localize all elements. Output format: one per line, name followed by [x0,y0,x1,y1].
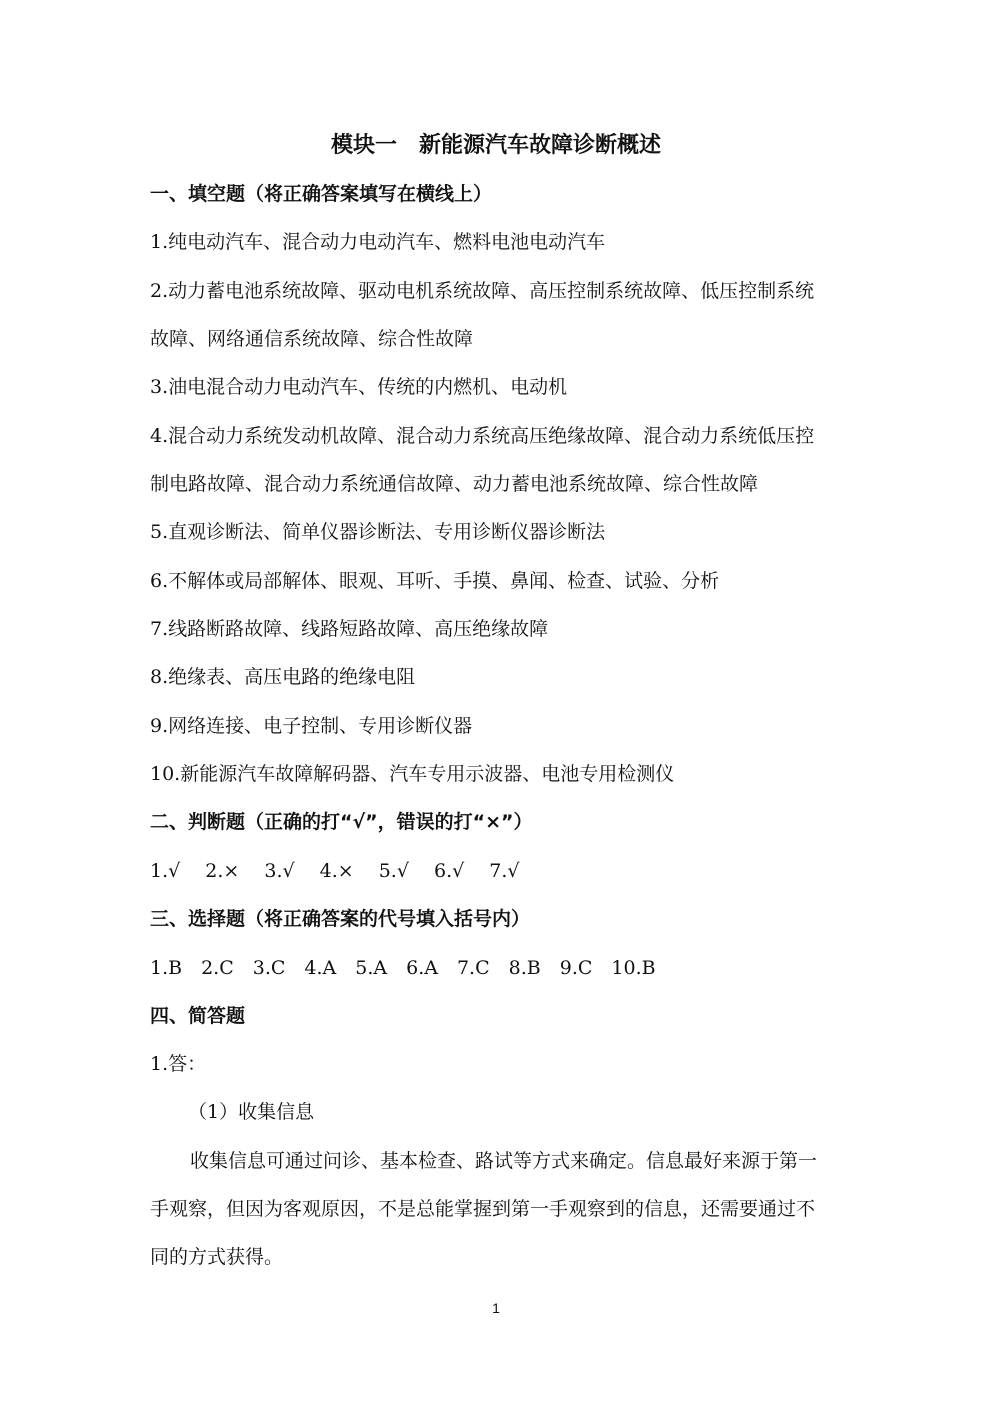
fill-answer-line: 4.混合动力系统发动机故障、混合动力系统高压绝缘故障、混合动力系统低压控 [150,425,815,447]
fill-answer-line: 制电路故障、混合动力系统通信故障、动力蓄电池系统故障、综合性故障 [150,473,759,495]
fill-answer-line: 7.线路断路故障、线路短路故障、高压绝缘故障 [150,618,549,640]
short-answer-paragraph-line: 收集信息可通过问诊、基本检查、路试等方式来确定。信息最好来源于第一 [190,1150,818,1172]
page-number: 1 [492,1300,500,1316]
section-heading-multiple-choice: 三、选择题（将正确答案的代号填入括号内） [150,908,531,930]
short-answer-paragraph-line: 手观察，但因为客观原因，不是总能掌握到第一手观察到的信息，还需要通过不 [150,1198,816,1220]
short-answer-subheading: （1）收集信息 [188,1101,315,1123]
short-answer-question-label: 1.答： [150,1053,207,1075]
fill-answer-line: 故障、网络通信系统故障、综合性故障 [150,328,474,350]
fill-answer-line: 6.不解体或局部解体、眼观、耳听、手摸、鼻闻、检查、试验、分析 [150,570,720,592]
section-heading-fill-in: 一、填空题（将正确答案填写在横线上） [150,183,493,205]
fill-answer-line: 2.动力蓄电池系统故障、驱动电机系统故障、高压控制系统故障、低压控制系统 [150,280,815,302]
section-heading-short-answer: 四、简答题 [150,1005,246,1027]
true-false-answers: 1.√ 2.× 3.√ 4.× 5.√ 6.√ 7.√ [150,860,520,882]
page-title: 模块一 新能源汽车故障诊断概述 [330,133,661,158]
short-answer-paragraph-line: 同的方式获得。 [150,1246,284,1268]
multiple-choice-answers: 1.B 2.C 3.C 4.A 5.A 6.A 7.C 8.B 9.C 10.B [150,957,656,979]
fill-answer-line: 8.绝缘表、高压电路的绝缘电阻 [150,666,416,688]
fill-answer-line: 1.纯电动汽车、混合动力电动汽车、燃料电池电动汽车 [150,231,606,253]
fill-answer-line: 10.新能源汽车故障解码器、汽车专用示波器、电池专用检测仪 [150,763,675,785]
fill-answer-line: 9.网络连接、电子控制、专用诊断仪器 [150,715,473,737]
section-heading-true-false: 二、判断题（正确的打“√”，错误的打“×”） [150,811,533,833]
fill-answer-line: 5.直观诊断法、简单仪器诊断法、专用诊断仪器诊断法 [150,521,606,543]
fill-answer-line: 3.油电混合动力电动汽车、传统的内燃机、电动机 [150,376,568,398]
